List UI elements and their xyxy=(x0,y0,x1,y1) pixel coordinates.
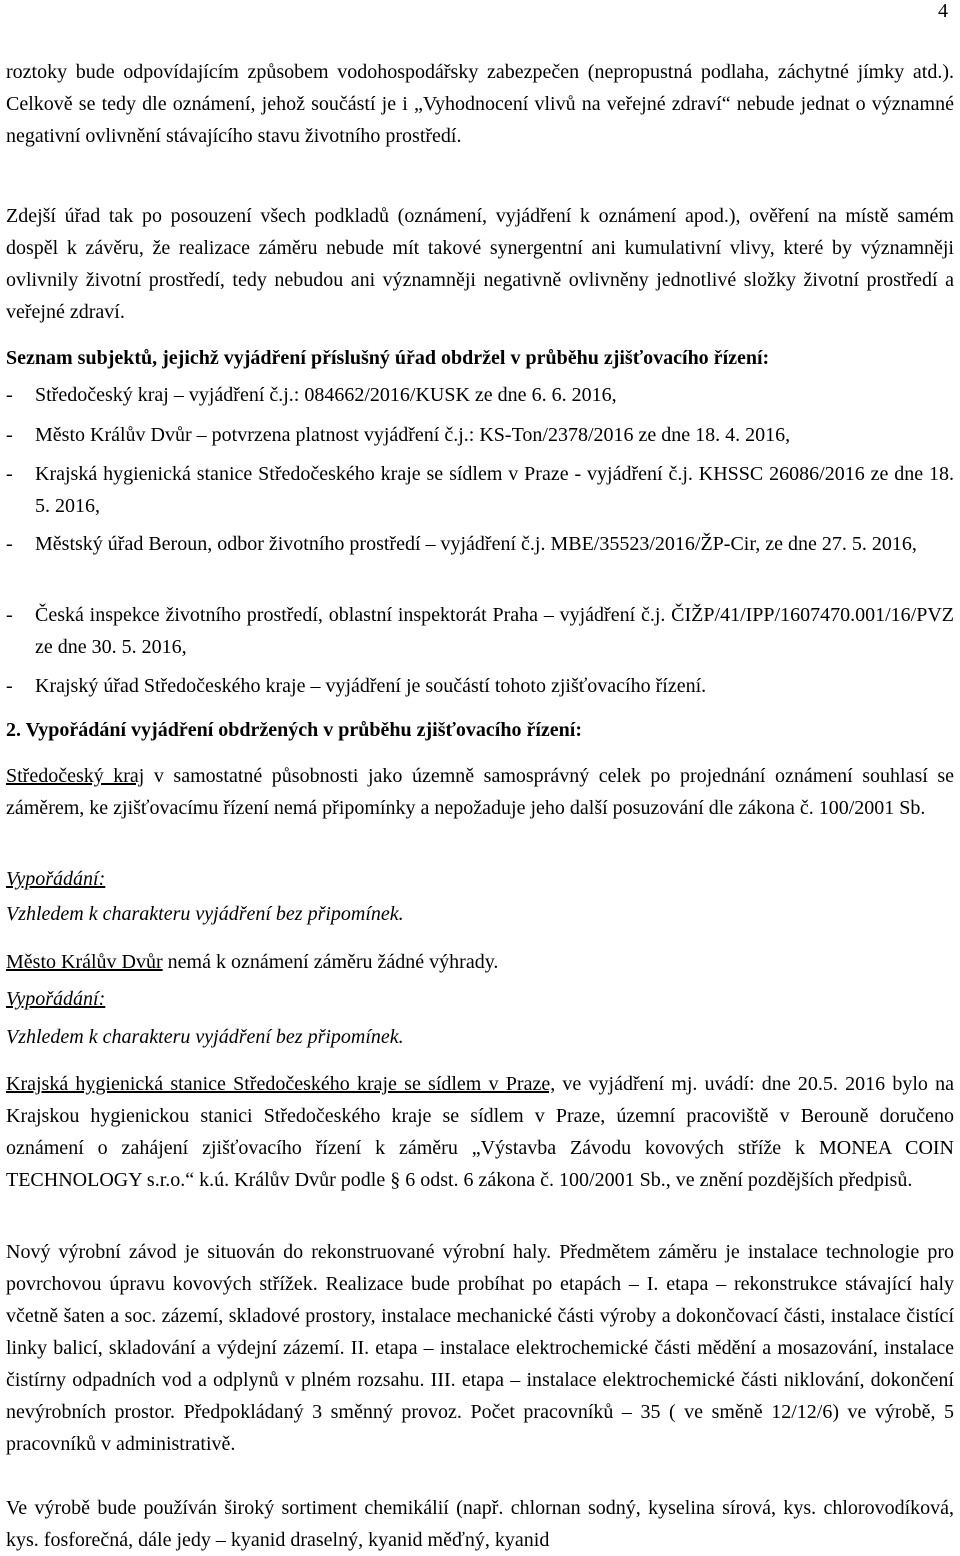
list-item-text: Středočeský kraj – vyjádření č.j.: 084662/2016/KUSK ze dne 6. 6. 2016, xyxy=(35,384,617,406)
paragraph-khs-3: Ve výrobě bude používán široký sortiment chemikálií (např. chlornan sodný, kyselina sírová, kys. chlorovodíková, kys. fosforečná, dále jedy – kyanid draselný, kyanid měďný, kyanid xyxy=(6,1497,954,1551)
list-item xyxy=(6,458,954,522)
paragraph-intro: roztoky bude odpovídajícím způsobem vodohospodářsky zabezpečen (nepropustná podlaha, záchytné jímky atd.). Celkově se tedy dle oznámení, jehož součástí je i „Vyhodnocení vlivů na veřejné zdraví“ nebude jednat o významné negativní ovlivnění stávajícího stavu životního prostředí. xyxy=(6,61,954,147)
section-2-heading: 2. Vypořádání vyjádření obdržených v průběhu zjišťovacího řízení: xyxy=(6,719,583,741)
list-item xyxy=(6,528,954,560)
mesto-response: Vzhledem k charakteru vyjádření bez připomínek. xyxy=(6,1026,404,1048)
list-dash: - xyxy=(6,384,13,406)
kraj-label: Vypořádání: xyxy=(6,868,106,890)
list-dash: - xyxy=(6,424,13,446)
list-item xyxy=(6,670,954,702)
list-item-text: Krajská hygienická stanice Středočeského kraje se sídlem v Praze - vyjádření č.j. KHSSC 26086/2016 ze dne 18. 5. 2016, xyxy=(35,463,954,517)
kraj-subject: Středočeský kraj xyxy=(6,765,145,787)
list-item-text: Česká inspekce životního prostředí, oblastní inspektorát Praha – vyjádření č.j. ČIŽP/41/IPP/1607470.001/16/PVZ ze dne 30. 5. 2016, xyxy=(35,604,954,658)
list-dash: - xyxy=(6,675,13,697)
list-dash: - xyxy=(6,604,13,626)
list-item xyxy=(6,599,954,663)
list-item xyxy=(6,419,954,451)
list-item-text: Krajský úřad Středočeského kraje – vyjádření je součástí tohoto zjišťovacího řízení. xyxy=(35,675,707,697)
paragraph-kraj xyxy=(6,760,954,824)
list-item-text: Městský úřad Beroun, odbor životního prostředí – vyjádření č.j. MBE/35523/2016/ŽP-Cir, ze dne 27. 5. 2016, xyxy=(35,533,917,555)
paragraph-khs xyxy=(6,1068,954,1196)
khs-subject: Krajská hygienická stanice Středočeského kraje se sídlem v Praze, xyxy=(6,1073,556,1095)
list-item-text: Město Králův Dvůr – potvrzena platnost vyjádření č.j.: KS-Ton/2378/2016 ze dne 18. 4. 2016, xyxy=(35,424,791,446)
mesto-subject: Město Králův Dvůr xyxy=(6,951,163,973)
kraj-response: Vzhledem k charakteru vyjádření bez připomínek. xyxy=(6,903,404,925)
page-number: 4 xyxy=(938,0,948,22)
list-dash: - xyxy=(6,533,13,555)
mesto-text: nemá k oznámení záměru žádné výhrady. xyxy=(162,951,499,973)
mesto-label: Vypořádání: xyxy=(6,988,106,1010)
list-heading: Seznam subjektů, jejichž vyjádření příslušný úřad obdržel v průběhu zjišťovacího řízení: xyxy=(6,347,770,369)
paragraph-conclusion: Zdejší úřad tak po posouzení všech podkladů (oznámení, vyjádření k oznámení apod.), ověření na místě samém dospěl k závěru, že realizace záměru nebude mít takové synergentní ani kumulativní vlivy, které by významněji ovlivnily životní prostředí, tedy nebudou ani významněji negativně ovlivněny jednotlivé složky životní prostředí a veřejné zdraví. xyxy=(6,205,954,323)
list-item xyxy=(6,379,954,411)
paragraph-khs-2: Nový výrobní závod je situován do rekonstruované výrobní haly. Předmětem záměru je instalace technologie pro povrchovou úpravu kovových střížek. Realizace bude probíhat po etapách – I. etapa – rekonstrukce stávající haly včetně šaten a soc. zázemí, skladové prostory, instalace mechanické části výroby a dokončovací části, instalace čistící linky balicí, skladování a výdejní zázemí. II. etapa – instalace elektrochemické části mědění a mosazování, instalace čistírny odpadních vod a odplynů v plném rozsahu. III. etapa – instalace elektrochemické části niklování, dokončení nevýrobních prostor. Předpokládaný 3 směnný provoz. Počet pracovníků – 35 ( ve směně 12/12/6) ve výrobě, 5 pracovníků v administrativě. xyxy=(6,1241,954,1455)
list-dash: - xyxy=(6,463,13,485)
kraj-text: v samostatné působnosti jako územně samosprávný celek po projednání oznámení souhlasí se záměrem, ke zjišťovacímu řízení nemá připomínky a nepožaduje jeho další posuzování dle zákona č. 100/2001 Sb. xyxy=(6,765,954,819)
paragraph-mesto xyxy=(6,946,954,978)
khs-text: ve vyjádření mj. uvádí: dne 20.5. 2016 bylo na Krajskou hygienickou stanici Středočeského kraje se sídlem v Praze, územní pracoviště v Berouně doručeno oznámení o zahájení zjišťovacího řízení k záměru „Výstavba Závodu kovových stříže k MONEA COIN TECHNOLOGY s.r.o.“ k.ú. Králův Dvůr podle § 6 odst. 6 zákona č. 100/2001 Sb., ve znění pozdějších předpisů. xyxy=(6,1073,954,1191)
